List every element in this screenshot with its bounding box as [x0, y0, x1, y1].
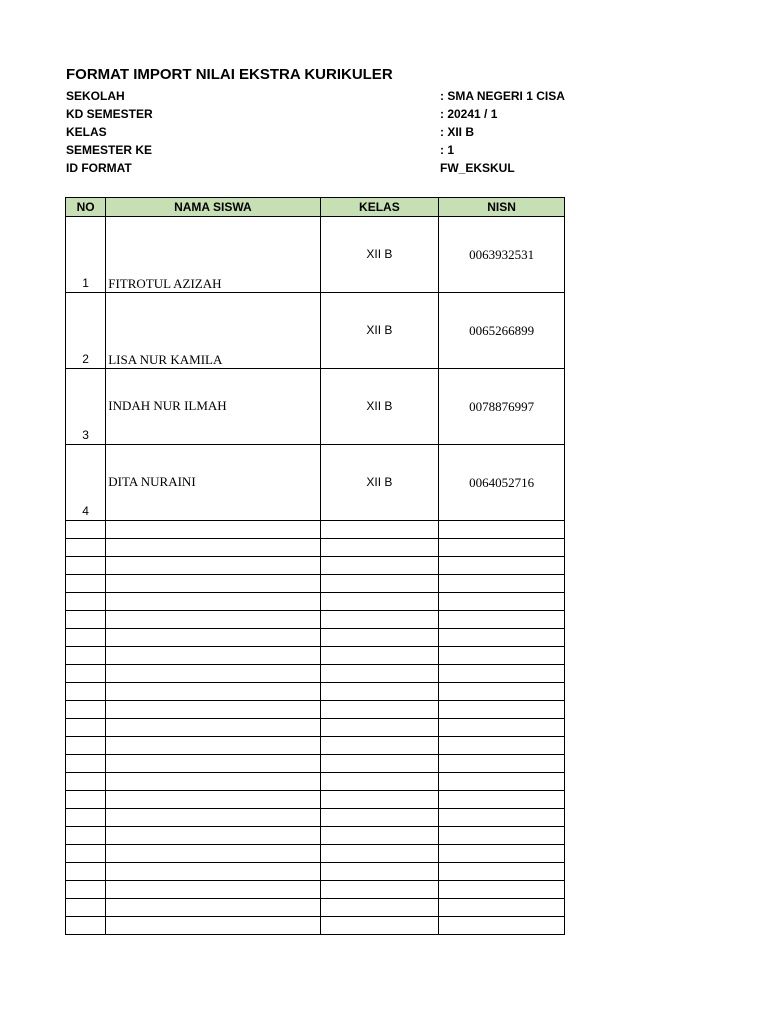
empty-cell: [66, 917, 106, 935]
row-number: 2: [82, 352, 89, 366]
empty-cell: [320, 881, 439, 899]
empty-table-row: [66, 647, 565, 665]
cell-no: [66, 217, 106, 293]
empty-table-row: [66, 737, 565, 755]
student-class: XII B: [366, 399, 393, 413]
empty-cell: [439, 647, 565, 665]
empty-cell: [66, 899, 106, 917]
empty-cell: [320, 611, 439, 629]
empty-cell: [66, 575, 106, 593]
empty-table-row: [66, 845, 565, 863]
empty-cell: [66, 791, 106, 809]
empty-cell: [320, 575, 439, 593]
empty-table-row: [66, 683, 565, 701]
header-nisn: NISN: [439, 198, 565, 217]
empty-table-row: [66, 809, 565, 827]
student-class: XII B: [366, 323, 393, 337]
row-number: 1: [82, 276, 89, 290]
empty-cell: [106, 881, 320, 899]
header-no: NO: [66, 198, 106, 217]
cell-kelas: [320, 369, 439, 445]
empty-cell: [439, 683, 565, 701]
table-row: [66, 293, 565, 369]
empty-cell: [320, 917, 439, 935]
header-nama-siswa: NAMA SISWA: [106, 198, 320, 217]
empty-cell: [106, 611, 320, 629]
empty-cell: [439, 629, 565, 647]
cell-no: [66, 293, 106, 369]
empty-cell: [106, 647, 320, 665]
empty-cell: [439, 611, 565, 629]
student-class: XII B: [366, 475, 393, 489]
info-label: SEKOLAH: [66, 89, 125, 103]
empty-cell: [106, 737, 320, 755]
empty-cell: [106, 629, 320, 647]
empty-cell: [439, 881, 565, 899]
empty-cell: [66, 809, 106, 827]
empty-table-row: [66, 701, 565, 719]
cell-nisn: [439, 293, 565, 369]
empty-cell: [320, 521, 439, 539]
student-nisn: 0063932531: [469, 247, 535, 262]
empty-table-row: [66, 719, 565, 737]
empty-cell: [439, 719, 565, 737]
empty-cell: [106, 917, 320, 935]
empty-table-row: [66, 539, 565, 557]
empty-cell: [106, 665, 320, 683]
empty-cell: [66, 845, 106, 863]
table-row: [66, 369, 565, 445]
empty-cell: [106, 827, 320, 845]
cell-nama: [106, 369, 320, 445]
empty-cell: [320, 557, 439, 575]
empty-table-row: [66, 899, 565, 917]
row-number: 3: [82, 428, 89, 442]
table-row: [66, 445, 565, 521]
empty-table-row: [66, 521, 565, 539]
empty-cell: [106, 593, 320, 611]
student-class: XII B: [366, 247, 393, 261]
empty-table-row: [66, 863, 565, 881]
empty-cell: [320, 539, 439, 557]
info-label: KD SEMESTER: [66, 107, 153, 121]
empty-cell: [439, 827, 565, 845]
cell-nama: [106, 217, 320, 293]
cell-kelas: [320, 293, 439, 369]
empty-cell: [320, 629, 439, 647]
empty-table-row: [66, 593, 565, 611]
empty-cell: [439, 791, 565, 809]
info-value: : 20241 / 1: [440, 107, 498, 121]
empty-cell: [320, 701, 439, 719]
student-name: DITA NURAINI: [108, 474, 196, 489]
empty-table-row: [66, 791, 565, 809]
empty-cell: [320, 809, 439, 827]
empty-table-row: [66, 575, 565, 593]
empty-cell: [320, 773, 439, 791]
empty-cell: [106, 575, 320, 593]
info-value: : SMA NEGERI 1 CISA: [440, 89, 565, 103]
empty-cell: [439, 917, 565, 935]
student-nisn: 0065266899: [469, 323, 535, 338]
empty-cell: [106, 791, 320, 809]
empty-cell: [106, 683, 320, 701]
student-table: [65, 197, 565, 935]
cell-kelas: [320, 217, 439, 293]
empty-cell: [439, 665, 565, 683]
empty-cell: [320, 755, 439, 773]
cell-nama: [106, 293, 320, 369]
empty-table-row: [66, 755, 565, 773]
empty-cell: [320, 863, 439, 881]
empty-cell: [439, 701, 565, 719]
empty-cell: [106, 863, 320, 881]
empty-cell: [66, 719, 106, 737]
empty-cell: [439, 539, 565, 557]
info-value: : 1: [440, 143, 455, 157]
info-label: SEMESTER KE: [66, 143, 153, 157]
empty-cell: [66, 827, 106, 845]
info-value: FW_EKSKUL: [440, 161, 515, 175]
empty-cell: [439, 593, 565, 611]
empty-table-row: [66, 917, 565, 935]
student-name: LISA NUR KAMILA: [108, 352, 223, 367]
student-nisn: 0064052716: [469, 475, 535, 490]
empty-cell: [320, 899, 439, 917]
empty-cell: [439, 737, 565, 755]
student-name: FITROTUL AZIZAH: [108, 276, 222, 291]
cell-kelas: [320, 445, 439, 521]
cell-no: [66, 445, 106, 521]
empty-cell: [320, 791, 439, 809]
empty-cell: [320, 593, 439, 611]
empty-cell: [66, 881, 106, 899]
empty-cell: [106, 755, 320, 773]
info-label: ID FORMAT: [66, 161, 132, 175]
empty-cell: [320, 827, 439, 845]
empty-cell: [439, 521, 565, 539]
empty-table-row: [66, 557, 565, 575]
empty-cell: [66, 737, 106, 755]
empty-cell: [439, 863, 565, 881]
table-row: [66, 217, 565, 293]
empty-cell: [66, 683, 106, 701]
empty-table-row: [66, 827, 565, 845]
empty-cell: [106, 701, 320, 719]
empty-cell: [66, 647, 106, 665]
empty-cell: [66, 629, 106, 647]
cell-nisn: [439, 445, 565, 521]
empty-cell: [320, 647, 439, 665]
empty-table-row: [66, 611, 565, 629]
cell-nisn: [439, 217, 565, 293]
empty-cell: [439, 575, 565, 593]
empty-cell: [106, 773, 320, 791]
empty-cell: [106, 557, 320, 575]
empty-cell: [66, 773, 106, 791]
empty-cell: [439, 557, 565, 575]
empty-cell: [106, 539, 320, 557]
empty-cell: [320, 719, 439, 737]
empty-table-row: [66, 881, 565, 899]
document-title: FORMAT IMPORT NILAI EKSTRA KURIKULER: [66, 66, 393, 83]
empty-cell: [66, 665, 106, 683]
table-header-row: [66, 198, 565, 217]
empty-cell: [66, 863, 106, 881]
empty-cell: [439, 809, 565, 827]
empty-cell: [66, 539, 106, 557]
row-number: 4: [82, 504, 89, 518]
cell-nisn: [439, 369, 565, 445]
header-kelas: KELAS: [320, 198, 439, 217]
empty-cell: [106, 845, 320, 863]
empty-cell: [66, 755, 106, 773]
empty-cell: [106, 809, 320, 827]
empty-cell: [66, 557, 106, 575]
empty-cell: [320, 845, 439, 863]
empty-cell: [66, 593, 106, 611]
empty-cell: [439, 899, 565, 917]
empty-cell: [320, 665, 439, 683]
empty-cell: [439, 773, 565, 791]
empty-cell: [320, 683, 439, 701]
empty-cell: [439, 845, 565, 863]
student-nisn: 0078876997: [469, 399, 535, 414]
empty-cell: [106, 899, 320, 917]
cell-nama: [106, 445, 320, 521]
empty-cell: [106, 719, 320, 737]
empty-rows: [66, 521, 565, 935]
empty-cell: [66, 611, 106, 629]
empty-cell: [66, 701, 106, 719]
empty-table-row: [66, 773, 565, 791]
info-label: KELAS: [66, 125, 107, 139]
student-name: INDAH NUR ILMAH: [108, 398, 227, 413]
empty-cell: [439, 755, 565, 773]
empty-table-row: [66, 629, 565, 647]
cell-no: [66, 369, 106, 445]
info-value: : XII B: [440, 125, 475, 139]
empty-table-row: [66, 665, 565, 683]
empty-cell: [320, 737, 439, 755]
empty-cell: [106, 521, 320, 539]
empty-cell: [66, 521, 106, 539]
